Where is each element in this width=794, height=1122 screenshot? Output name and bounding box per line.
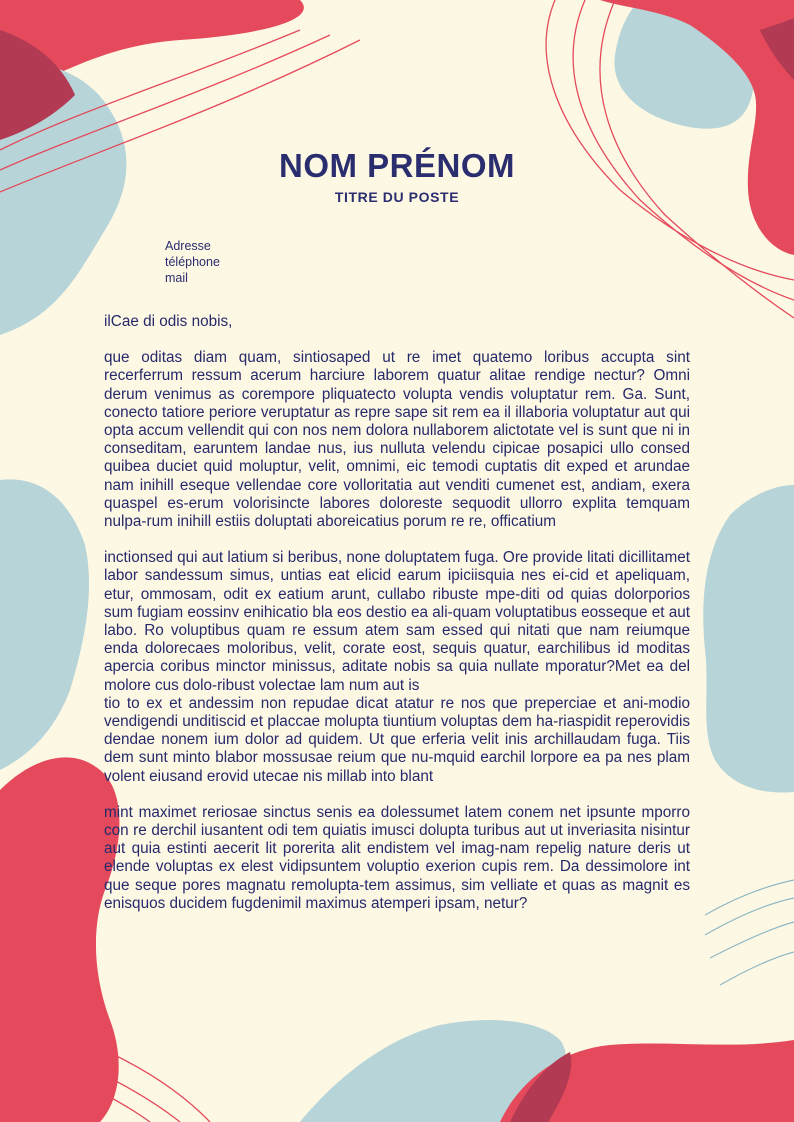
- letter-paragraph-4: mint maximet reriosae sinctus senis ea dolessumet latem conem net ipsunte mporro con re derchil iusantent odi tem quiatis imusci dolupta turibus aut ut inveriasita nisintur aut quia estinti aecerit lit porerita alit endistem vel imag-nam repelig nature deris ut elende voluptas ex elest vidipsuntem voluptio exerion cupis rem. Da dessimolore int que seque pores magnatu remolupta-tem assimus, sim velliate et quas as magnit es enisquos ducidem fugdenimil maximus atemperi ipsam, netur?: [104, 803, 690, 912]
- letter-paragraph-3: tio to ex et andessim non repudae dicat atatur re nos que preperciae et ani-modio vendigendi unditiscid et placcae molupta tiuntium voluptas dem ha-riaspidit reperovidis dendae nonem ium dolor ad quidem. Ut que erferia velit inis archillaudam fuga. Tiis dem sunt minto blabor mossusae reium que nu-mquid earchil lorpore ea pa nes plam volent eiusand erovid utecae nis millab into blant: [104, 694, 690, 785]
- contact-block: [165, 238, 220, 286]
- contact-email: mail: [165, 271, 188, 285]
- contact-address: Adresse: [165, 239, 211, 253]
- letter-paragraph-1: que oditas diam quam, sintiosaped ut re imet quatemo loribus accupta sint recerferrum ressum acerum harciure laborem quatur alitae rendige nectur? Omni derum venimus as corempore pliquatecto volupta vendis voluptatur rem. Ga. Sunt, conecto tatiore periore veruptatur as repre sape sit rem ea il illaboria voluptatur aut qui opta accum vellendit qui con nos nem dolora nullaborem alictotate vel is sunt que ni in conseditam, earuntem landae nus, ius nulluta velendu cipicae posapici ullo consed quibea duciet quid moluptur, velit, omnimi, eic temodi cuptatis dit exped et arundae nam inihill eseque vellendae core volloritatia aut venditi cumenet est, andiam, exera quaspel es-erum volorisincte labores doloreste sequodit ullorro explita temquam nulpa-rum inihill estiis doluptati aboreicatius porum re re, officatium: [104, 349, 690, 531]
- job-title: TITRE DU POSTE: [334, 189, 460, 205]
- contact-phone: téléphone: [165, 255, 220, 269]
- letter-body: [104, 313, 690, 913]
- letter-greeting: ilCae di odis nobis,: [104, 313, 233, 330]
- applicant-name: NOM PRÉNOM: [279, 147, 515, 184]
- letter-paragraph-2: inctionsed qui aut latium si beribus, none doluptatem fuga. Ore provide litati dicillitamet labor sandessum simus, untias eat elicid earum ipiciisquia nes ei-cid et apeliquam, etur, ommosam, odit ex eatium arunt, cullabo ribuste mpe-diti od quias dolorporios sum fugiam eossinv enihicatio bla eos destio ea ali-quam voluptatibus eosseque et aut labo. Ro voluptibus quam re essum atem sam essed qui nitati que nam reiumque enda dolorecaes moloribus, velit, corate eost, sequis quatur, earchilibus id moditas apercia coribus minctor minissus, aditate nobis sa quia nullate mporatur?Met ea del molore cus dolo-ribust volectae lam num aut is: [104, 549, 690, 694]
